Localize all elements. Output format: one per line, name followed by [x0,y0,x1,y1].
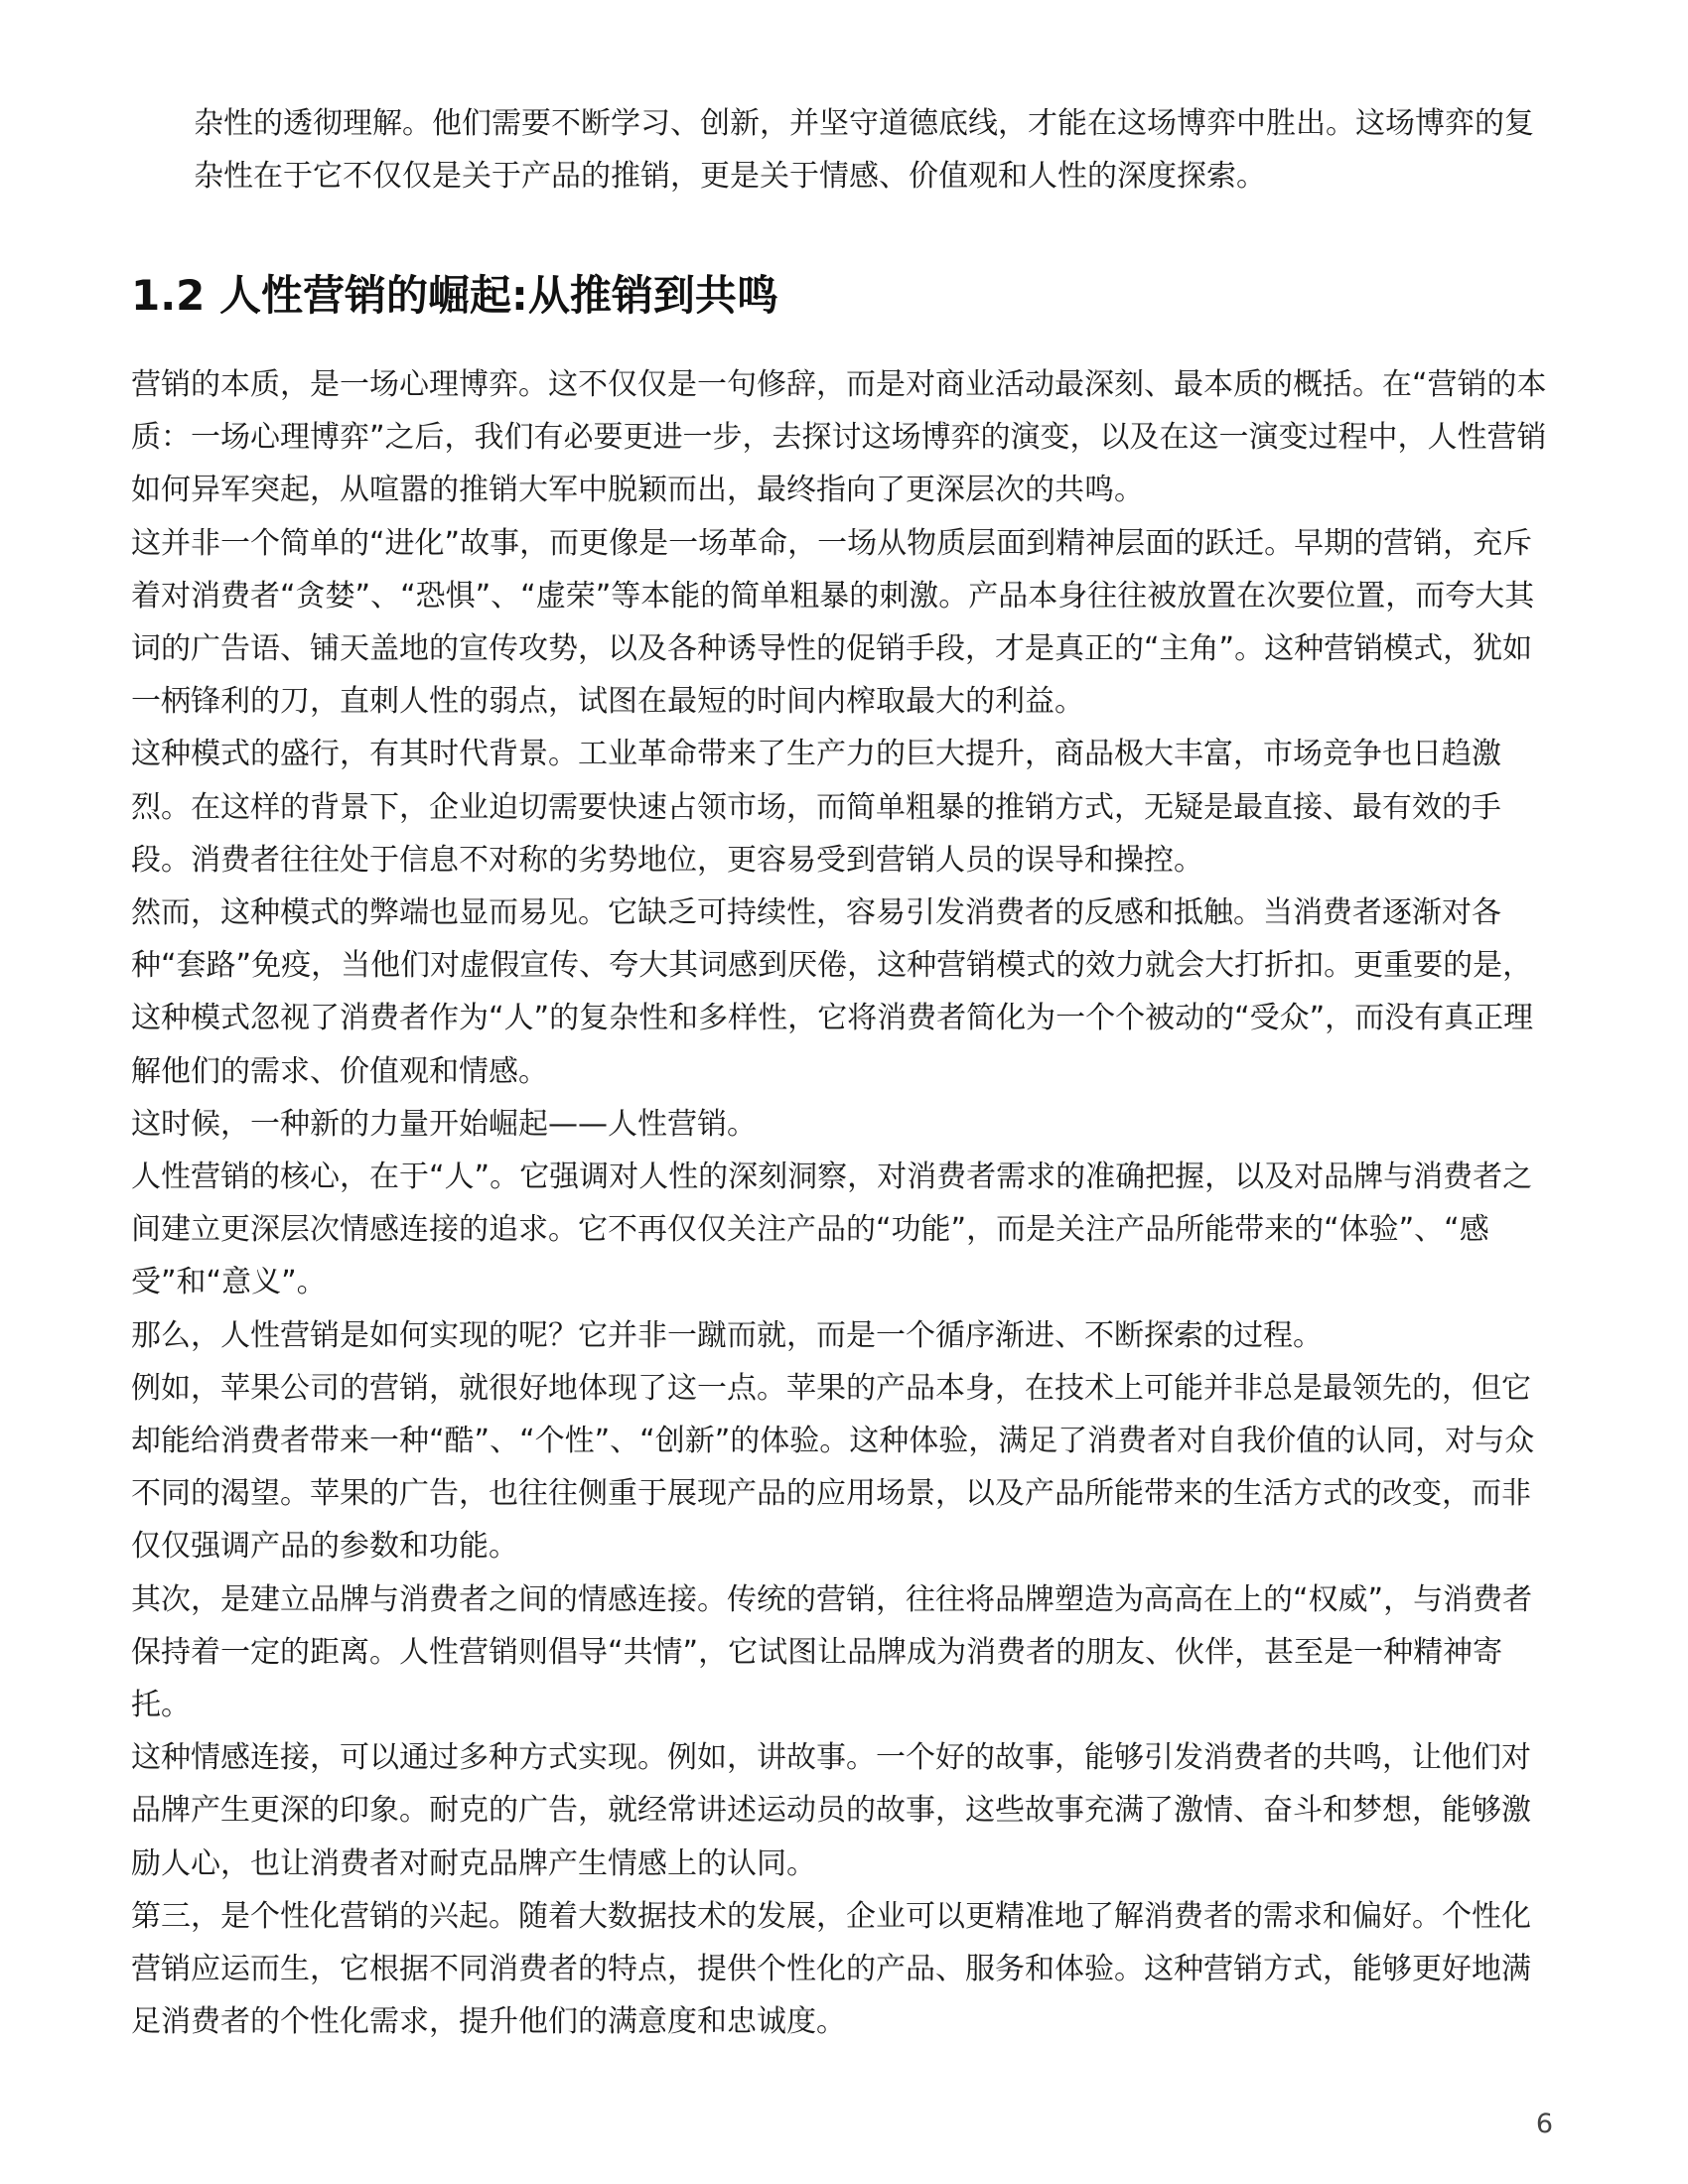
intro-paragraph: 杂性的透彻理解。他们需要不断学习、创新，并坚守道德底线，才能在这场博弈中胜出。这场博弈的复杂性在于它不仅仅是关于产品的推销，更是关于情感、价值观和人性的深度探索。 [194,106,1534,194]
body-paragraph: 那么，人性营销是如何实现的呢？它并非一蹴而就，而是一个循序渐进、不断探索的过程。 [131,1317,1323,1353]
intro-paragraph-block [194,97,1554,203]
body-paragraph: 这种模式的盛行，有其时代背景。工业革命带来了生产力的巨大提升，商品极大丰富，市场竞争也日趋激烈。在这样的背景下，企业迫切需要快速占领市场，而简单粗暴的推销方式，无疑是最直接、最有效的手段。消费者往往处于信息不对称的劣势地位，更容易受到营销人员的误导和操控。 [131,737,1501,878]
body-paragraph: 人性营销的核心，在于“人”。它强调对人性的深刻洞察，对消费者需求的准确把握，以及对品牌与消费者之间建立更深层次情感连接的追求。它不再仅仅关注产品的“功能”，而是关注产品所能带来的“体验”、“感受”和“意义”。 [131,1160,1533,1300]
section-heading: 1.2 人性营销的崛起:从推销到共鸣 [131,271,778,320]
section-body [131,358,1553,2049]
body-paragraph: 例如，苹果公司的营销，就很好地体现了这一点。苹果的产品本身，在技术上可能并非总是最领先的，但它却能给消费者带来一种“酷”、“个性”、“创新”的体验。这种体验，满足了消费者对自我价值的认同，对与众不同的渴望。苹果的广告，也往往侧重于展现产品的应用场景，以及产品所能带来的生活方式的改变，而非仅仅强调产品的参数和功能。 [131,1370,1535,1565]
body-paragraph: 第三，是个性化营销的兴起。随着大数据技术的发展，企业可以更精准地了解消费者的需求和偏好。个性化营销应运而生，它根据不同消费者的特点，提供个性化的产品、服务和体验。这种营销方式，能够更好地满足消费者的个性化需求，提升他们的满意度和忠诚度。 [131,1898,1531,2040]
body-paragraph: 其次，是建立品牌与消费者之间的情感连接。传统的营销，往往将品牌塑造为高高在上的“权威”，与消费者保持着一定的距离。人性营销则倡导“共情”，它试图让品牌成为消费者的朋友、伙伴，甚至是一种精神寄托。 [131,1581,1533,1723]
body-paragraph: 这并非一个简单的“进化”故事，而更像是一场革命，一场从物质层面到精神层面的跃迁。早期的营销，充斥着对消费者“贪婪”、“恐惧”、“虚荣”等本能的简单粗暴的刺激。产品本身往往被放置在次要位置，而夸大其词的广告语、铺天盖地的宣传攻势，以及各种诱导性的促销手段，才是真正的“主角”。这种营销模式，犹如一柄锋利的刀，直刺人性的弱点，试图在最短的时间内榨取最大的利益。 [131,525,1535,720]
body-paragraph: 这时候，一种新的力量开始崛起——人性营销。 [131,1106,757,1142]
body-paragraph: 营销的本质，是一场心理博弈。这不仅仅是一句修辞，而是对商业活动最深刻、最本质的概括。在“营销的本质：一场心理博弈”之后，我们有必要更进一步，去探讨这场博弈的演变，以及在这一演变过程中，人性营销如何异军突起，从喧嚣的推销大军中脱颖而出，最终指向了更深层次的共鸣。 [131,367,1547,508]
page-number: 6 [1535,2109,1553,2139]
body-paragraph: 这种情感连接，可以通过多种方式实现。例如，讲故事。一个好的故事，能够引发消费者的共鸣，让他们对品牌产生更深的印象。耐克的广告，就经常讲述运动员的故事，这些故事充满了激情、奋斗和梦想，能够激励人心，也让消费者对耐克品牌产生情感上的认同。 [131,1740,1531,1881]
body-paragraph: 然而，这种模式的弊端也显而易见。它缺乏可持续性，容易引发消费者的反感和抵触。当消费者逐渐对各种“套路”免疫，当他们对虚假宣传、夸大其词感到厌倦，这种营销模式的效力就会大打折扣。更重要的是，这种模式忽视了消费者作为“人”的复杂性和多样性，它将消费者简化为一个个被动的“受众”，而没有真正理解他们的需求、价值观和情感。 [131,895,1534,1089]
